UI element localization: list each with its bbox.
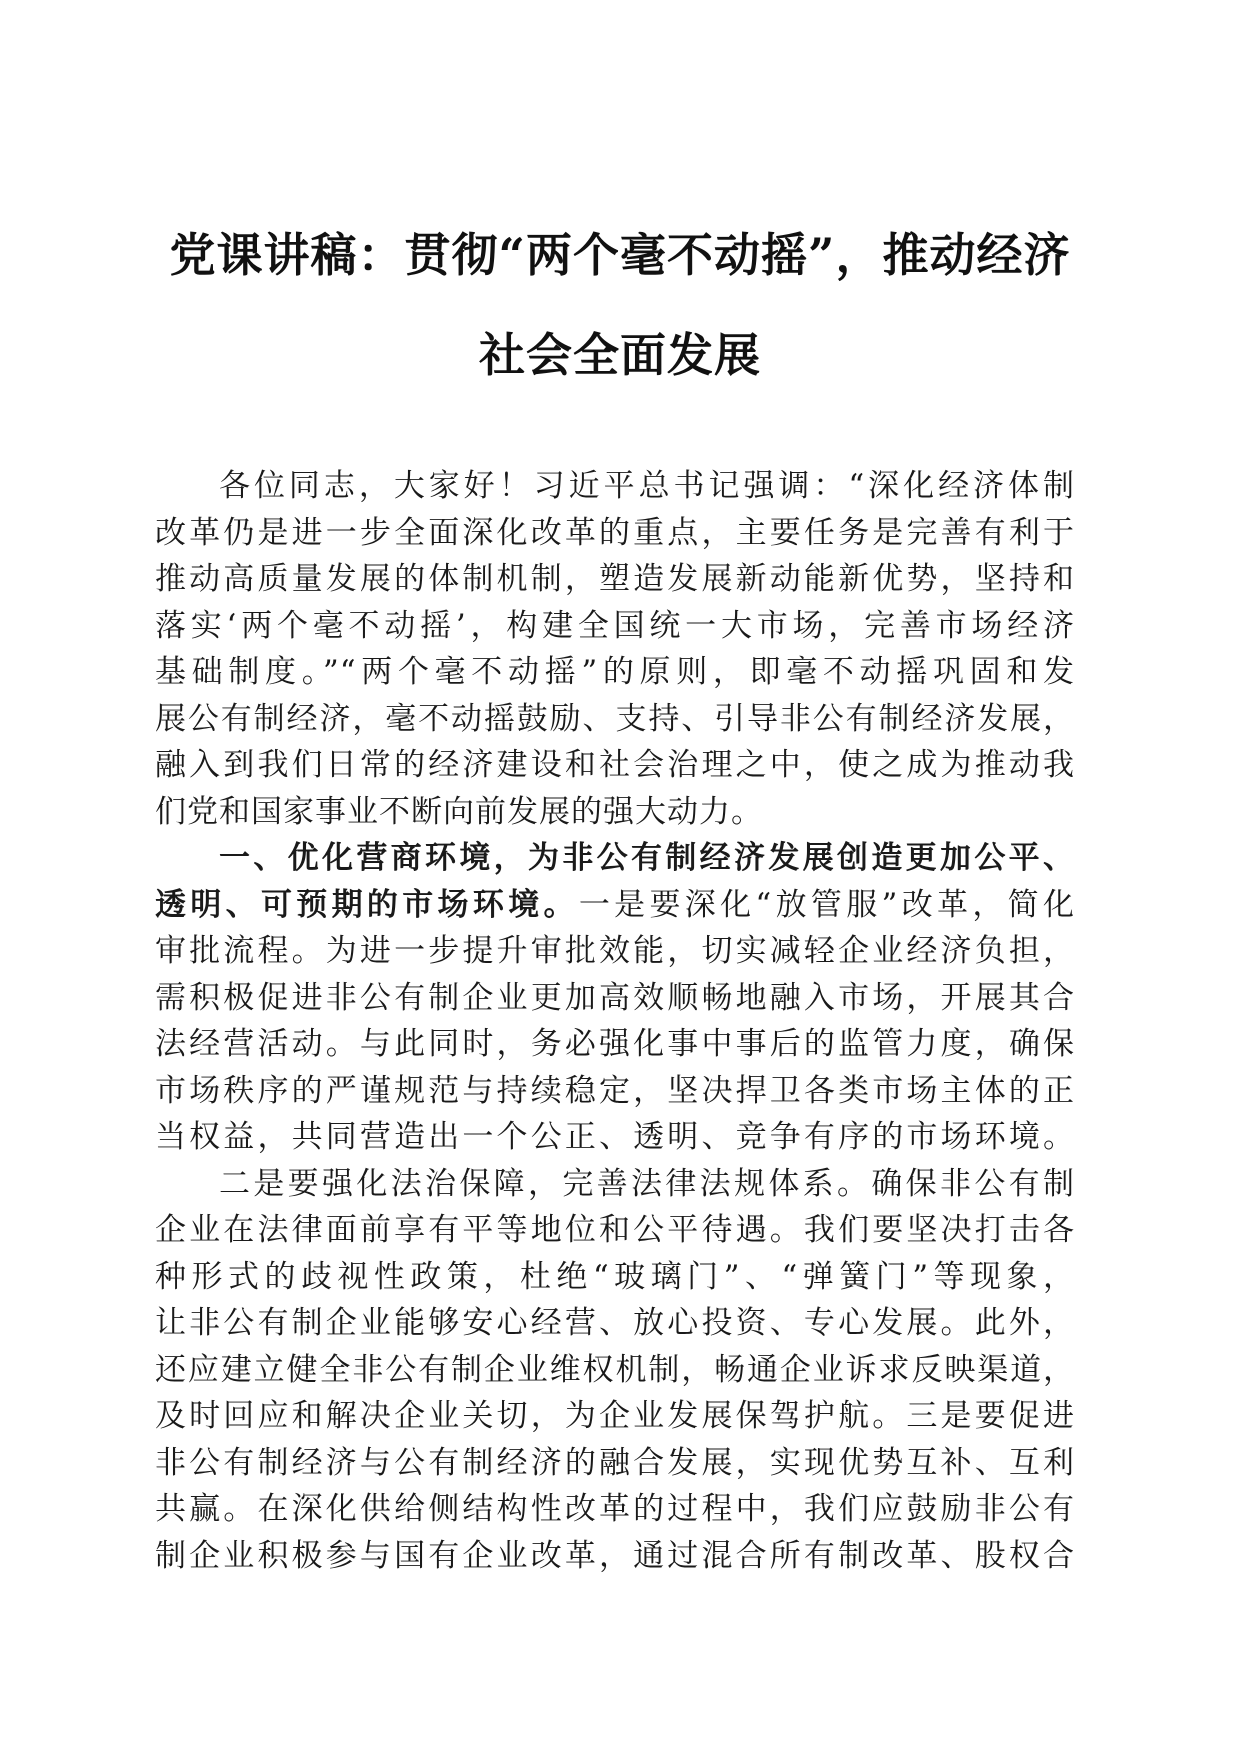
body-line: 法经营活动。与此同时，务必强化事中事后的监管力度，确保 bbox=[155, 1026, 1075, 1062]
section-heading-tail: 透明、可预期的市场环境。 bbox=[155, 886, 579, 923]
body-line: 种形式的歧视性政策，杜绝“玻璃门”、“弹簧门”等现象， bbox=[155, 1258, 1075, 1295]
body-line: 展公有制经济，毫不动摇鼓励、支持、引导非公有制经济发展， bbox=[155, 700, 1075, 737]
body-line: 们党和国家事业不断向前发展的强大动力。 bbox=[155, 793, 763, 830]
body-line: 企业在法律面前享有平等地位和公平待遇。我们要坚决打击各 bbox=[155, 1212, 1075, 1248]
document-body bbox=[155, 463, 1075, 1579]
body-line: 各位同志，大家好！习近平总书记强调：“深化经济体制 bbox=[219, 468, 1075, 504]
document-title-line-2: 社会全面发展 bbox=[479, 328, 761, 382]
body-line: 融入到我们日常的经济建设和社会治理之中，使之成为推动我 bbox=[155, 747, 1075, 783]
body-line: 让非公有制企业能够安心经营、放心投资、专心发展。此外， bbox=[155, 1305, 1075, 1341]
body-line: 需积极促进非公有制企业更加高效顺畅地融入市场，开展其合 bbox=[155, 979, 1075, 1016]
section-heading-line: 一、优化营商环境，为非公有制经济发展创造更加公平、 bbox=[219, 840, 1075, 876]
body-line bbox=[155, 882, 1075, 929]
body-line: 改革仍是进一步全面深化改革的重点，主要任务是完善有利于 bbox=[155, 514, 1075, 551]
body-line: 共赢。在深化供给侧结构性改革的过程中，我们应鼓励非公有 bbox=[155, 1491, 1075, 1527]
document-title-line-1: 党课讲稿：贯彻“两个毫不动摇”，推动经济 bbox=[169, 228, 1071, 282]
body-line: 及时回应和解决企业关切，为企业发展保驾护航。三是要促进 bbox=[155, 1398, 1075, 1434]
body-line: 审批流程。为进一步提升审批效能，切实减轻企业经济负担， bbox=[155, 933, 1075, 969]
body-line: 市场秩序的严谨规范与持续稳定，坚决捍卫各类市场主体的正 bbox=[155, 1072, 1075, 1109]
body-line: 非公有制经济与公有制经济的融合发展，实现优势互补、互利 bbox=[155, 1444, 1075, 1481]
body-line: 基础制度。”“两个毫不动摇”的原则，即毫不动摇巩固和发 bbox=[155, 654, 1075, 690]
body-line: 当权益，共同营造出一个公正、透明、竞争有序的市场环境。 bbox=[155, 1119, 1075, 1155]
body-line: 落实‘两个毫不动摇’，构建全国统一大市场，完善市场经济 bbox=[155, 607, 1075, 644]
body-line: 还应建立健全非公有制企业维权机制，畅通企业诉求反映渠道， bbox=[155, 1351, 1075, 1388]
body-line: 制企业积极参与国有企业改革，通过混合所有制改革、股权合 bbox=[155, 1537, 1075, 1574]
body-line: 推动高质量发展的体制机制，塑造发展新动能新优势，坚持和 bbox=[155, 561, 1075, 597]
body-line: 二是要强化法治保障，完善法律法规体系。确保非公有制 bbox=[219, 1165, 1075, 1202]
body-line-rest: 一是要深化“放管服”改革，简化 bbox=[578, 886, 1075, 923]
